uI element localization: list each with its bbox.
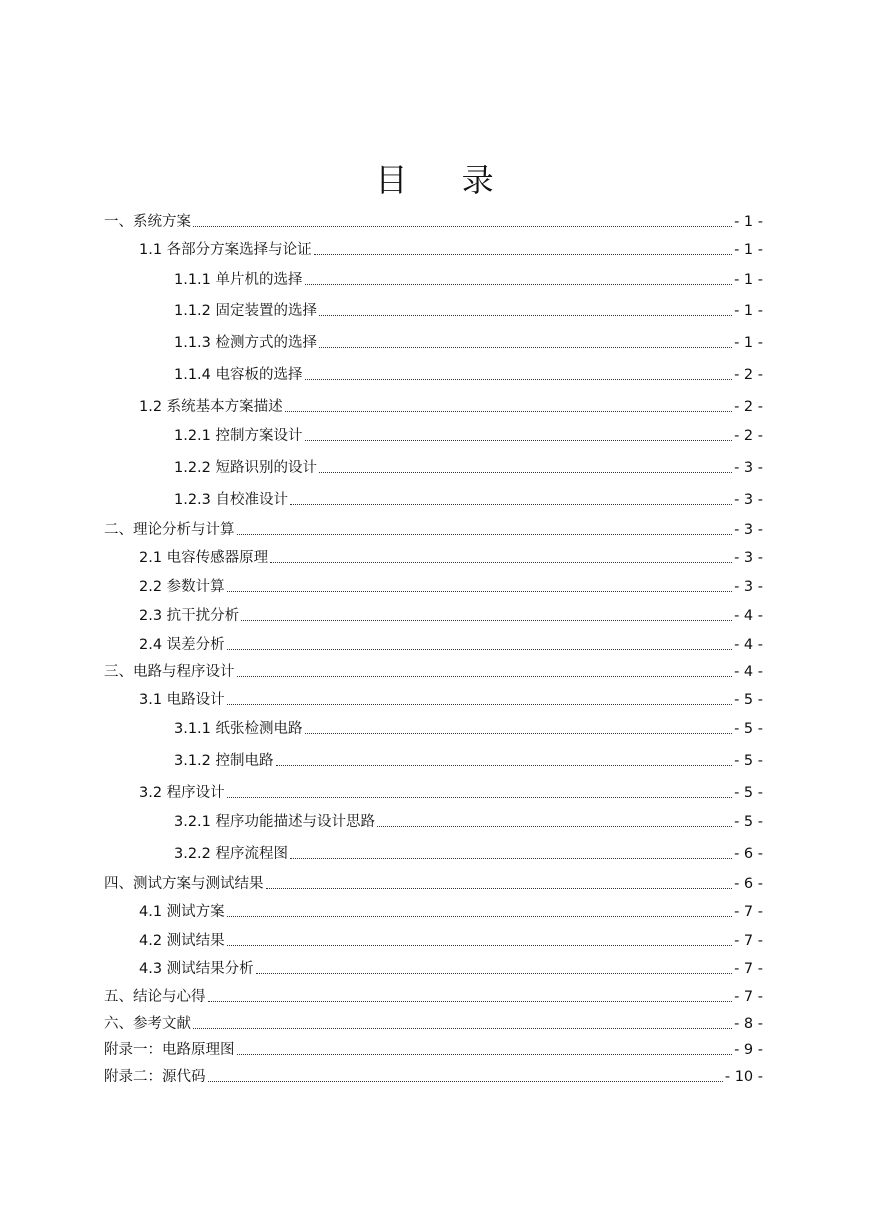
toc-entry-page: - 7 -: [734, 989, 763, 1005]
dot-leader: [256, 972, 732, 974]
toc-entry-page: - 7 -: [734, 933, 763, 949]
toc-entry-page: - 6 -: [734, 876, 763, 892]
toc-entry-label: 六、参考文献: [104, 1016, 191, 1032]
dot-leader: [270, 561, 732, 563]
toc-entry[interactable]: [104, 1065, 763, 1087]
dot-leader: [305, 283, 733, 285]
toc-entry[interactable]: [139, 929, 763, 951]
toc-entry-page: - 1 -: [734, 335, 763, 351]
toc-entry-label: 1.2 系统基本方案描述: [139, 399, 283, 415]
toc-entry[interactable]: [104, 1012, 763, 1034]
toc-entry[interactable]: [139, 688, 763, 710]
toc-entry-label: 4.1 测试方案: [139, 904, 225, 920]
toc-entry[interactable]: [174, 331, 763, 353]
toc-entry-label: 1.2.3 自校准设计: [174, 492, 289, 508]
toc-entry-page: - 8 -: [734, 1016, 763, 1032]
dot-leader: [305, 439, 733, 441]
toc-entry-page: - 1 -: [734, 303, 763, 319]
toc-entry-label: 3.2 程序设计: [139, 785, 225, 801]
toc-entry-label: 1.2.1 控制方案设计: [174, 428, 303, 444]
toc-entry-page: - 4 -: [734, 664, 763, 680]
toc-entry-label: 1.1.4 电容板的选择: [174, 367, 303, 383]
page-title: 目 录: [375, 161, 516, 199]
toc-entry[interactable]: [139, 604, 763, 626]
toc-entry-page: - 7 -: [734, 961, 763, 977]
toc-entry-page: - 7 -: [734, 904, 763, 920]
dot-leader: [290, 503, 732, 505]
dot-leader: [276, 764, 733, 766]
toc-entry[interactable]: [174, 456, 763, 478]
dot-leader: [227, 703, 732, 705]
toc-entry-page: - 3 -: [734, 550, 763, 566]
toc-entry-label: 1.1.1 单片机的选择: [174, 272, 303, 288]
toc-entry[interactable]: [174, 842, 763, 864]
toc-entry-page: - 5 -: [734, 814, 763, 830]
toc-entry[interactable]: [104, 872, 763, 894]
toc-entry-page: - 3 -: [734, 522, 763, 538]
dot-leader: [227, 590, 732, 592]
toc-entry[interactable]: [104, 518, 763, 540]
toc-entry-page: - 5 -: [734, 753, 763, 769]
toc-entry[interactable]: [139, 575, 763, 597]
dot-leader: [227, 944, 732, 946]
toc-entry[interactable]: [139, 900, 763, 922]
dot-leader: [237, 1053, 733, 1055]
toc-entry-label: 1.1 各部分方案选择与论证: [139, 242, 312, 258]
toc-entry-page: - 1 -: [734, 242, 763, 258]
toc-entry[interactable]: [139, 395, 763, 417]
dot-leader: [377, 825, 732, 827]
toc-entry-label: 4.2 测试结果: [139, 933, 225, 949]
toc-entry-page: - 3 -: [734, 492, 763, 508]
toc-entry-label: 3.1.2 控制电路: [174, 753, 274, 769]
toc-entry[interactable]: [174, 488, 763, 510]
toc-entry-page: - 10 -: [724, 1069, 763, 1085]
toc-entry[interactable]: [174, 268, 763, 290]
dot-leader: [237, 533, 733, 535]
toc-entry[interactable]: [174, 424, 763, 446]
toc-entry-label: 1.2.2 短路识别的设计: [174, 460, 318, 476]
toc-entry-page: - 9 -: [734, 1042, 763, 1058]
toc-entry-page: - 1 -: [734, 214, 763, 230]
toc-entry[interactable]: [174, 363, 763, 385]
toc-entry[interactable]: [104, 210, 763, 232]
toc-entry-page: - 3 -: [734, 460, 763, 476]
toc-entry[interactable]: [139, 238, 763, 260]
dot-leader: [266, 887, 733, 889]
toc-entry[interactable]: [174, 299, 763, 321]
toc-entry-label: 3.2.2 程序流程图: [174, 846, 289, 862]
dot-leader: [227, 796, 732, 798]
dot-leader: [237, 675, 733, 677]
toc-entry[interactable]: [139, 546, 763, 568]
toc-entry[interactable]: [104, 985, 763, 1007]
toc-entry-label: 2.3 抗干扰分析: [139, 608, 240, 624]
toc-entry-page: - 4 -: [734, 637, 763, 653]
toc-entry-label: 4.3 测试结果分析: [139, 961, 254, 977]
dot-leader: [241, 619, 732, 621]
toc-entry[interactable]: [104, 1038, 763, 1060]
toc-entry-label: 二、理论分析与计算: [104, 522, 235, 538]
dot-leader: [208, 1080, 723, 1082]
toc-entry-label: 附录二：源代码: [104, 1069, 206, 1085]
toc-entry[interactable]: [139, 633, 763, 655]
toc-entry-page: - 6 -: [734, 846, 763, 862]
toc-entry-page: - 5 -: [734, 692, 763, 708]
toc-entry-label: 1.1.2 固定装置的选择: [174, 303, 318, 319]
toc-entry-label: 附录一：电路原理图: [104, 1042, 235, 1058]
dot-leader: [193, 1027, 732, 1029]
dot-leader: [319, 471, 732, 473]
toc-entry[interactable]: [104, 660, 763, 682]
dot-leader: [319, 346, 732, 348]
toc-entry-page: - 5 -: [734, 721, 763, 737]
dot-leader: [227, 915, 732, 917]
toc-entry-page: - 2 -: [734, 399, 763, 415]
toc-entry-page: - 3 -: [734, 579, 763, 595]
toc-entry-page: - 2 -: [734, 428, 763, 444]
toc-entry-label: 三、电路与程序设计: [104, 664, 235, 680]
toc-entry[interactable]: [174, 810, 763, 832]
toc-entry[interactable]: [139, 781, 763, 803]
toc-entry-label: 1.1.3 检测方式的选择: [174, 335, 318, 351]
toc-entry-label: 2.2 参数计算: [139, 579, 225, 595]
dot-leader: [285, 410, 732, 412]
toc-entry[interactable]: [139, 957, 763, 979]
dot-leader: [305, 378, 733, 380]
dot-leader: [314, 253, 732, 255]
toc-entry-label: 五、结论与心得: [104, 989, 206, 1005]
toc-entry-label: 3.1.1 纸张检测电路: [174, 721, 303, 737]
toc-entry-label: 四、测试方案与测试结果: [104, 876, 264, 892]
dot-leader: [305, 732, 733, 734]
toc-entry[interactable]: [174, 717, 763, 739]
toc-entry[interactable]: [174, 749, 763, 771]
toc-entry-label: 2.1 电容传感器原理: [139, 550, 269, 566]
toc-entry-page: - 2 -: [734, 367, 763, 383]
dot-leader: [227, 648, 732, 650]
toc-entry-page: - 4 -: [734, 608, 763, 624]
dot-leader: [290, 857, 732, 859]
dot-leader: [208, 1000, 733, 1002]
toc-entry-page: - 1 -: [734, 272, 763, 288]
toc-entry-label: 2.4 误差分析: [139, 637, 225, 653]
dot-leader: [193, 225, 732, 227]
toc-entry-label: 3.2.1 程序功能描述与设计思路: [174, 814, 376, 830]
toc-entry-page: - 5 -: [734, 785, 763, 801]
toc-entry-label: 一、系统方案: [104, 214, 191, 230]
dot-leader: [319, 314, 732, 316]
toc-entry-label: 3.1 电路设计: [139, 692, 225, 708]
